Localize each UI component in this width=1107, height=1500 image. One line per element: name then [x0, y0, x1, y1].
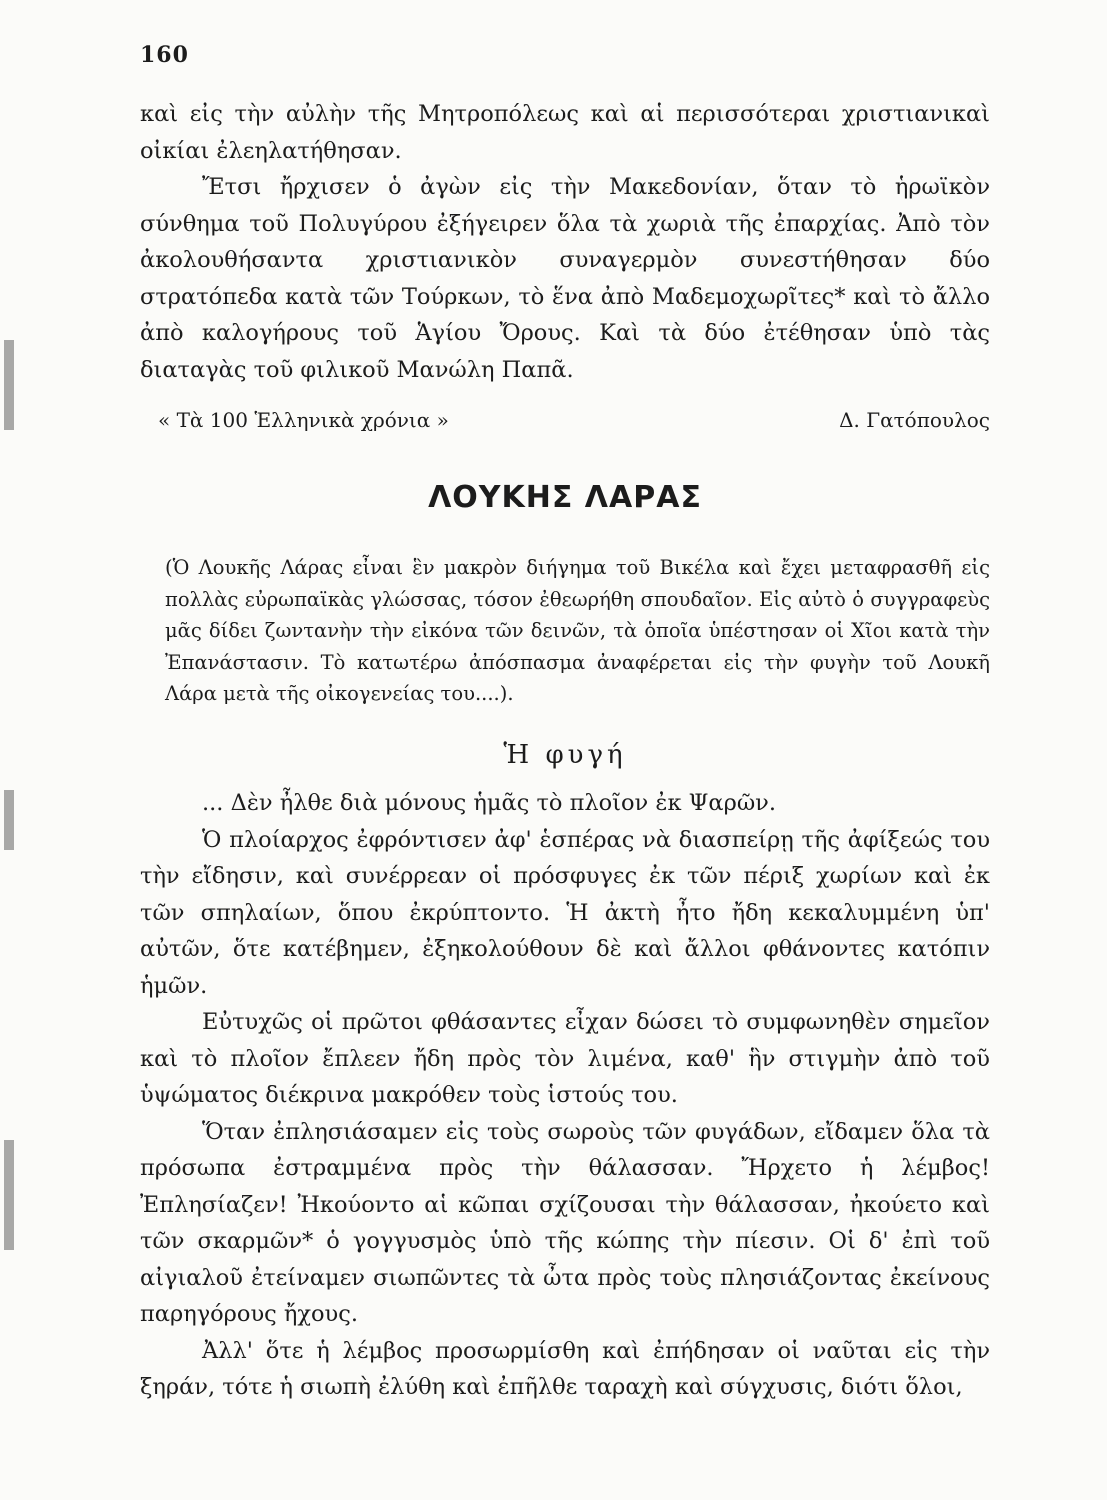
- section-intro: [165, 552, 990, 710]
- paragraph: Ἔτσι ἤρχισεν ὁ ἀγὼν εἰς τὴν Μακεδονίαν, ὅταν τὸ ἡρωϊκὸν σύνθημα τοῦ Πολυγύρου ἐξήγειρεν ὅλα τὰ χωριὰ τῆς ἐπαρχίας. Ἀπὸ τὸν ἀκολουθήσαντα χριστιανικὸν συναγερμὸν συνεστήθησαν δύο στρατόπεδα κατὰ τῶν Τούρκων, τὸ ἕνα ἀπὸ Μαδεμοχωρῖτες* καὶ τὸ ἄλλο ἀπὸ καλογήρους τοῦ Ἁγίου Ὄρους. Καὶ τὰ δύο ἐτέθησαν ὑπὸ τὰς διαταγὰς τοῦ φιλικοῦ Μανώλη Παπᾶ.: [140, 174, 990, 383]
- opening-text: [140, 96, 990, 388]
- story-subheading: Ἡ φυγή: [503, 740, 627, 770]
- intro-paragraph: (Ὁ Λουκῆς Λάρας εἶναι ἓν μακρὸν διήγημα τοῦ Βικέλα καὶ ἔχει μεταφρασθῆ εἰς πολλὰς εὐρωπαϊκὰς γλώσσας, τόσον ἐθεωρήθη σπουδαῖον. Εἰς αὐτὸ ὁ συγγραφεὺς μᾶς δίδει ζωντανὴν τὴν εἰκόνα τῶν δεινῶν, τὰ ὁποῖα ὑπέστησαν οἱ Χῖοι κατὰ τὴν Ἐπανάστασιν. Τὸ κατωτέρω ἀπόσπασμα ἀναφέρεται εἰς τὴν φυγὴν τοῦ Λουκῆ Λάρα μετὰ τῆς οἰκογενείας του....).: [165, 556, 990, 705]
- scan-edge-mark: [4, 1140, 14, 1250]
- page-number: 160: [140, 42, 189, 68]
- paragraph: Ὅταν ἐπλησιάσαμεν εἰς τοὺς σωροὺς τῶν φυγάδων, εἴδαμεν ὅλα τὰ πρόσωπα ἐστραμμένα πρὸς τὴν θάλασσαν. Ἤρχετο ἡ λέμβος! Ἐπλησίαζεν! Ἠκούοντο αἱ κῶπαι σχίζουσαι τὴν θάλασσαν, ἠκούετο καὶ τῶν σκαρμῶν* ὁ γογγυσμὸς ὑπὸ τῆς κώπης τὴν πίεσιν. Οἱ δ' ἐπὶ τοῦ αἰγιαλοῦ ἐτείναμεν σιωπῶντες τὰ ὦτα πρὸς τοὺς πλησιάζοντας ἐκείνους παρηγόρους ἤχους.: [140, 1118, 990, 1327]
- story-text: [140, 785, 990, 1406]
- paragraph: καὶ εἰς τὴν αὐλὴν τῆς Μητροπόλεως καὶ αἱ περισσότεραι χριστιανικαὶ οἰκίαι ἐλεηλατήθησαν.: [140, 101, 990, 164]
- paragraph: Εὐτυχῶς οἱ πρῶτοι φθάσαντες εἶχαν δώσει τὸ συμφωνηθὲν σημεῖον καὶ τὸ πλοῖον ἔπλεεν ἤδη πρὸς τὸν λιμένα, καθ' ἣν στιγμὴν ἀπὸ τοῦ ὑψώματος διέκρινα μακρόθεν τοὺς ἱστούς του.: [140, 1009, 990, 1108]
- scan-edge-mark: [4, 340, 14, 430]
- section-heading: ΛΟΥΚΗΣ ΛΑΡΑΣ: [428, 480, 702, 515]
- scan-edge-mark: [4, 790, 14, 850]
- source-author: Δ. Γατόπουλος: [839, 408, 990, 432]
- source-title: « Τὰ 100 Ἑλληνικὰ χρόνια »: [158, 408, 449, 432]
- paragraph: ... Δὲν ἦλθε διὰ μόνους ἡμᾶς τὸ πλοῖον ἐκ Ψαρῶν.: [202, 790, 777, 816]
- paragraph: Ὁ πλοίαρχος ἐφρόντισεν ἀφ' ἑσπέρας νὰ διασπείρῃ τῆς ἀφίξεώς του τὴν εἴδησιν, καὶ συνέρρεαν οἱ πρόσφυγες ἐκ τῶν πέριξ χωρίων καὶ ἐκ τῶν σπηλαίων, ὅπου ἐκρύπτοντο. Ἡ ἀκτὴ ἦτο ἤδη κεκαλυμμένη ὑπ' αὐτῶν, ὅτε κατέβημεν, ἐξηκολούθουν δὲ καὶ ἄλλοι φθάνοντες κατόπιν ἡμῶν.: [140, 826, 990, 999]
- paragraph: Ἀλλ' ὅτε ἡ λέμβος προσωρμίσθη καὶ ἐπήδησαν οἱ ναῦται εἰς τὴν ξηράν, τότε ἡ σιωπὴ ἐλύθη καὶ ἐπῆλθε ταραχὴ καὶ σύγχυσις, διότι ὅλοι,: [140, 1337, 990, 1400]
